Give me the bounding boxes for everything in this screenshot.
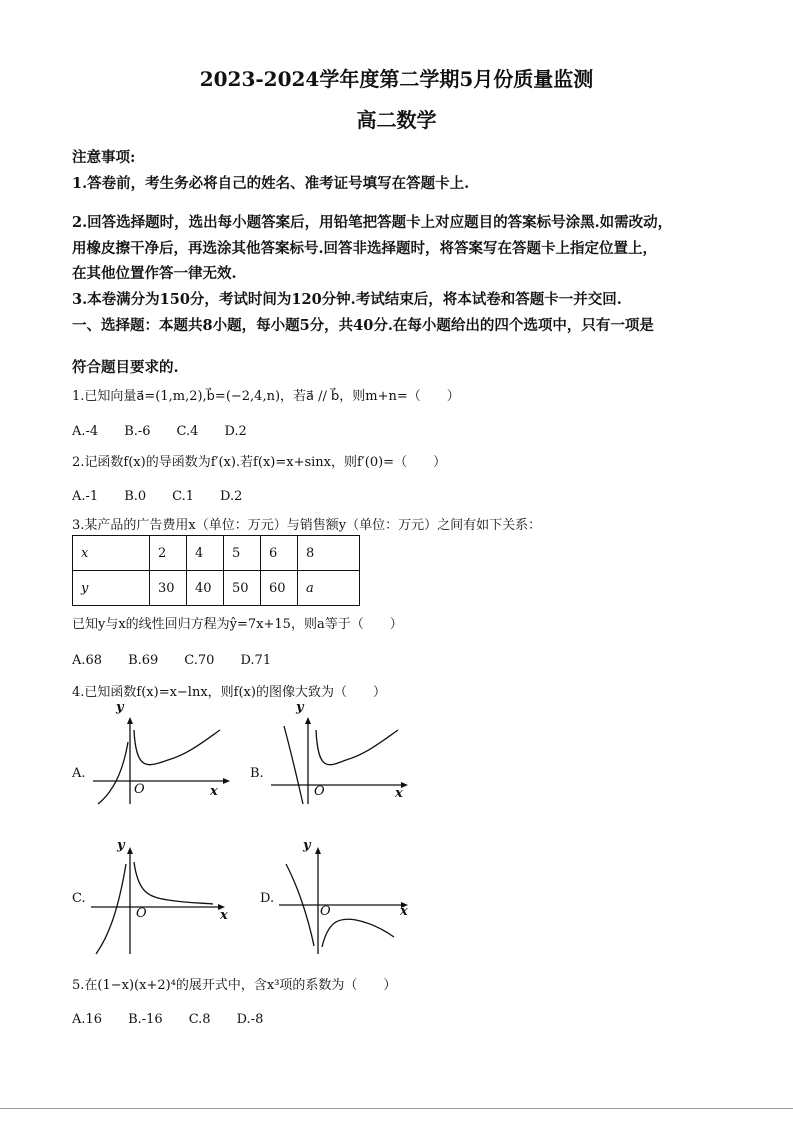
origin-label: O [134,782,145,797]
y-axis-label: y [117,838,125,853]
option-b: B.-6 [124,424,151,439]
note-item: 用橡皮擦干净后，再选涂其他答案标号.回答非选择题时，将答案写在答题卡上指定位置上， [72,240,658,257]
option-b: B.0 [124,489,147,504]
notes-heading: 注意事项: [72,149,136,166]
page-bottom-divider [0,1108,793,1109]
table-cell: 6 [261,536,298,571]
subject-title: 高二数学 [356,108,437,132]
option-c: C.70 [184,653,215,668]
option-d: D.2 [220,489,243,504]
x-axis-label: x [400,904,408,919]
option-d: D.-8 [236,1012,264,1027]
note-item: 在其他位置作答一律无效. [72,265,237,282]
table-cell: a [298,571,360,606]
x-axis-label: x [220,908,228,923]
option-c: C.8 [188,1012,211,1027]
y-axis-label: y [303,838,311,853]
option-c: C.4 [176,424,199,439]
table-cell: 40 [187,571,224,606]
table-cell: 30 [150,571,187,606]
option-d-label: D. [260,891,275,906]
origin-label: O [320,904,331,919]
table-cell: 8 [298,536,360,571]
note-item: 2.回答选择题时，选出每小题答案后，用铅笔把答题卡上对应题目的答案标号涂黑.如需改动， [72,214,673,231]
option-b: B.69 [128,653,159,668]
option-a-label: A. [72,766,86,781]
table-cell: 2 [150,536,187,571]
table-cell: 4 [187,536,224,571]
question-3-stem-2: 已知y与x的线性回归方程为ŷ=7x+15，则a等于（ ） [72,617,403,632]
question-2-options [72,489,268,504]
section-heading-cont: 符合题目要求的. [72,359,179,376]
option-b: B.-16 [128,1012,163,1027]
option-a: A.16 [72,1012,103,1027]
note-item: 3.本卷满分为150分，考试时间为120分钟.考试结束后，将本试卷和答题卡一并交回. [72,291,622,308]
section-heading: 一、选择题：本题共8小题，每小题5分，共40分.在每小题给出的四个选项中，只有一项是 [72,317,654,334]
option-d: D.2 [224,424,247,439]
y-axis-label: y [296,700,304,715]
table-cell: 60 [261,571,298,606]
table-cell: y [73,571,150,606]
option-c: C.1 [172,489,195,504]
question-5-options [72,1012,289,1027]
table-cell: x [73,536,150,571]
question-3-options [72,653,297,668]
table-row [73,536,360,571]
question-2-stem: 2.记函数f(x)的导函数为f′(x).若f(x)=x+sinx，则f′(0)=（ ） [72,455,447,470]
x-axis-label: x [210,784,218,799]
origin-label: O [314,784,325,799]
question-3-stem: 3.某产品的广告费用x（单位：万元）与销售额y（单位：万元）之间有如下关系： [72,518,542,533]
option-a: A.-1 [72,489,99,504]
option-a: A.-4 [72,424,99,439]
graph-option-d [276,842,426,957]
option-b-label: B. [250,766,264,781]
table-cell: 5 [224,536,261,571]
option-c-label: C. [72,891,86,906]
exam-title: 2023-2024学年度第二学期5月份质量监测 [199,67,594,91]
origin-label: O [136,906,147,921]
question-1-stem: 1.已知向量a⃗=(1,m,2),b⃗=(−2,4,n)，若a⃗ // b⃗，则m+n=（ ） [72,389,460,404]
question-5-stem: 5.在(1−x)(x+2)⁴的展开式中，含x³项的系数为（ ） [72,978,397,993]
note-item: 1.答卷前，考生务必将自己的姓名、准考证号填写在答题卡上. [72,175,470,192]
data-table [72,535,360,606]
option-d: D.71 [240,653,272,668]
question-4-stem: 4.已知函数f(x)=x−lnx，则f(x)的图像大致为（ ） [72,685,386,700]
table-cell: 50 [224,571,261,606]
graph-option-c [88,842,238,957]
x-axis-label: x [395,786,403,801]
graph-option-b [266,712,416,807]
question-1-options [72,424,273,439]
option-a: A.68 [72,653,103,668]
y-axis-label: y [116,700,124,715]
table-row [73,571,360,606]
